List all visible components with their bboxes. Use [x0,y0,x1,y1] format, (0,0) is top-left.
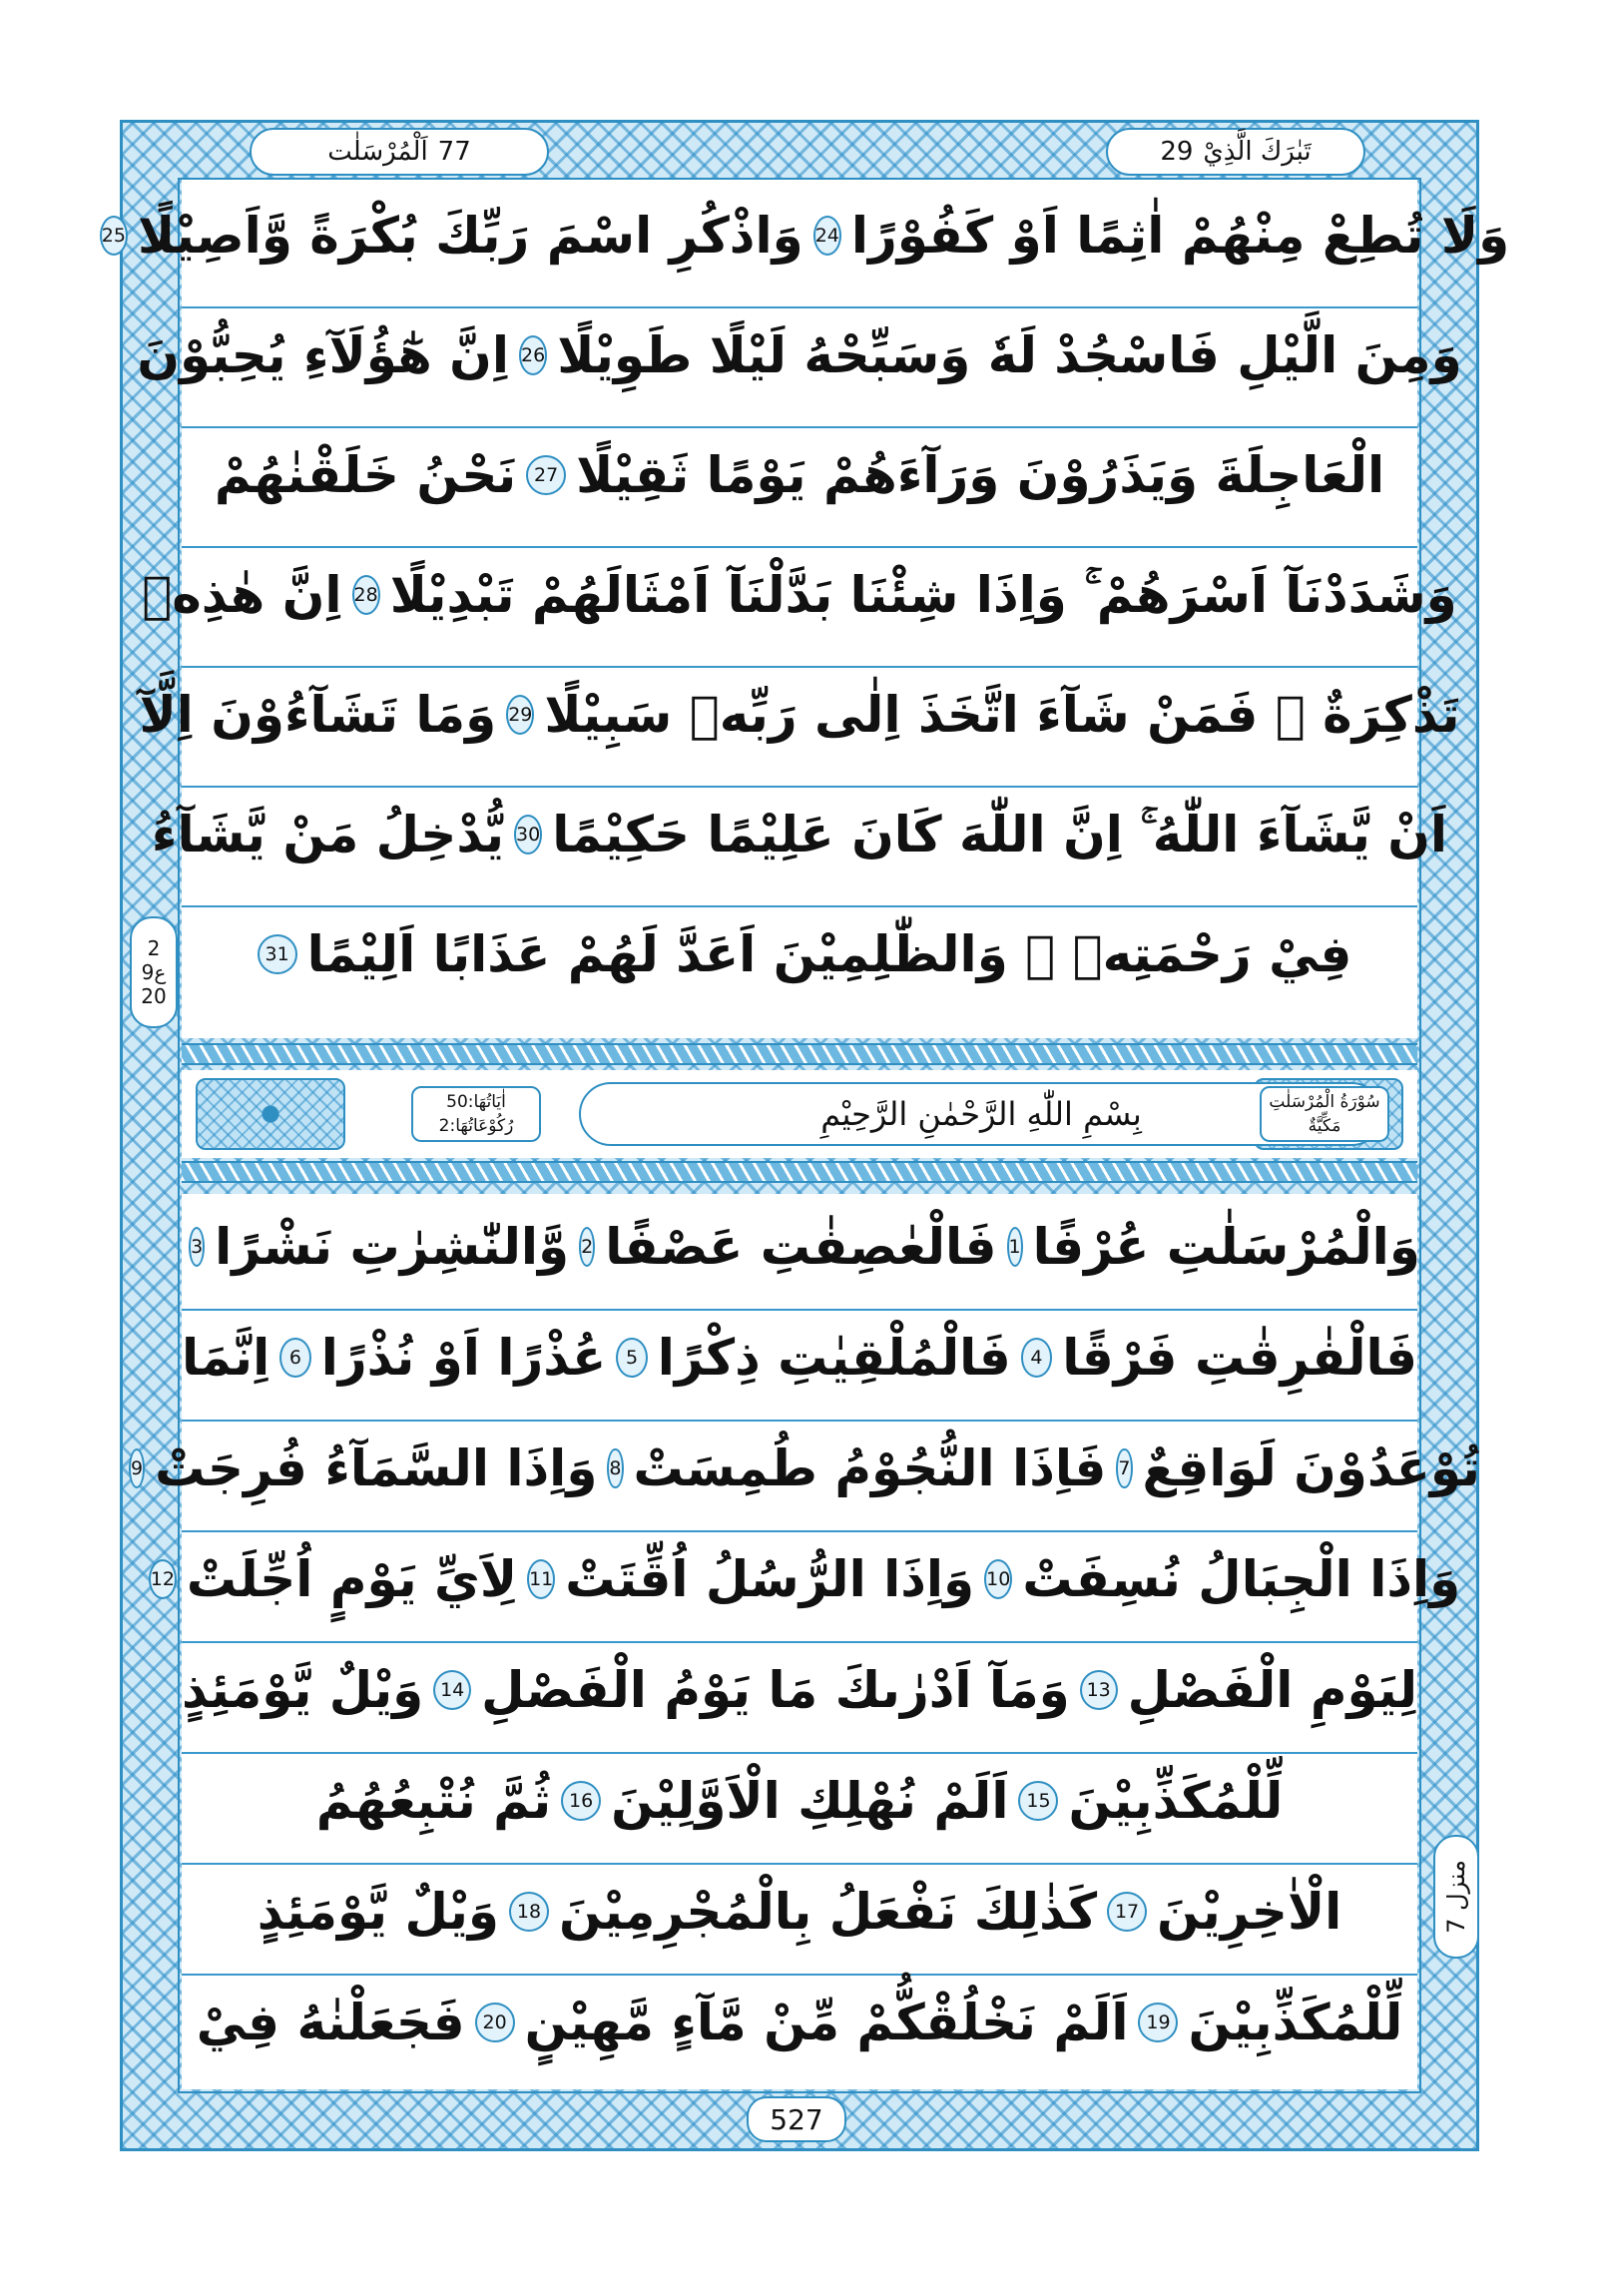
ayah-number-marker: 1 [1007,1227,1023,1267]
line-separator [182,1863,1417,1865]
line-separator [182,1420,1417,1422]
ruku-marker [130,916,178,1028]
surah-name-box [1260,1086,1389,1142]
verse-text: لِيَوْمِ الْفَصْلِ [1127,1661,1417,1719]
line-separator [182,666,1417,668]
ayah-number-marker: 14 [433,1670,471,1710]
surah-header [182,1070,1417,1158]
page-number-value: 527 [770,2102,823,2136]
verse-text: تَذْكِرَةٌ ۚ فَمَنْ شَآءَ اتَّخَذَ اِلٰى رَبِّهٖ سَبِيْلًا [544,686,1460,744]
header-surah-tab [250,128,549,176]
verse-line [139,669,1460,761]
ayah-number-marker: 12 [149,1559,177,1599]
verse-text: لِّلْمُكَذِّبِيْنَ [1068,1772,1284,1830]
ayah-number-marker: 3 [189,1227,205,1267]
verse-line [151,789,1448,880]
ayat-count-label: اٰيَاتُهَا:50 [446,1092,506,1112]
verse-text: اَلَمْ نَخْلُقْكُّمْ مِّنْ مَّآءٍ مَّهِيْنٍ [524,1994,1129,2051]
verse-text: اَنْ يَّشَآءَ اللّٰهُ ۚ اِنَّ اللّٰهَ كَانَ عَلِيْمًا حَكِيْمًا [552,805,1448,863]
ayah-number-marker: 2 [579,1227,595,1267]
verse-text: الْعَاجِلَةَ وَيَذَرُوْنَ وَرَآءَهُمْ يَوْمًا ثَقِيْلًا [576,446,1385,504]
ruku-count-label: رُكُوْعَاتُهَا:2 [438,1116,514,1136]
ayah-number-marker: 6 [279,1338,310,1378]
verse-text: فَجَعَلْنٰهُ فِيْ [196,1994,465,2051]
verse-text: فَالْفٰرِقٰتِ فَرْقًا [1062,1329,1417,1387]
verse-text: وَاِذَا الْجِبَالُ نُسِفَتْ [1022,1550,1461,1608]
verse-line [142,549,1457,641]
verse-line [182,429,1417,521]
ayah-number-marker: 13 [1080,1670,1118,1710]
verse-text: وَاِذَا السَّمَآءُ فُرِجَتْ [155,1439,598,1497]
verse-text: وَاِذَا الرُّسُلُ اُقِّتَتْ [565,1550,975,1608]
verse-text: اِنَّ هٰذِهٖ [142,566,342,624]
verse-text: وَّالنّٰشِرٰتِ نَشْرًا [215,1218,570,1276]
verse-line [182,1977,1417,2068]
verse-text: لِّلْمُكَذِّبِيْنَ [1188,1994,1403,2051]
verse-line [182,1644,1417,1736]
ayah-number-marker: 19 [1138,2003,1178,2042]
verse-text: وَاذْكُرِ اسْمَ رَبِّكَ بُكْرَةً وَّاَصِيْلًا [137,207,803,265]
verse-line [150,1533,1461,1625]
verse-text: فَالْمُلْقِيٰتِ ذِكْرًا [657,1329,1011,1387]
verse-line [182,1755,1417,1847]
verse-text: وَالْمُرْسَلٰتِ عُرْفًا [1032,1218,1420,1276]
line-separator [182,1752,1417,1754]
verse-text: الْاٰخِرِيْنَ [1157,1883,1342,1941]
verse-line [182,908,1417,1000]
line-separator [182,1309,1417,1311]
ayah-number-marker: 9 [129,1448,145,1488]
line-separator [182,1530,1417,1532]
ayah-number-marker: 16 [561,1781,601,1821]
verse-line [137,309,1462,401]
verse-text: فِيْ رَحْمَتِهٖ ۚ وَالظّٰلِمِيْنَ اَعَدَّ لَهُمْ عَذَابًا اَلِيْمًا [306,925,1352,983]
ornament-band-bottom [182,1161,1417,1183]
ayah-number-marker: 25 [100,216,128,256]
verse-text: وَمَآ اَدْرٰىكَ مَا يَوْمُ الْفَصْلِ [481,1661,1070,1719]
verse-line [182,1201,1420,1293]
verse-text: اَلَمْ نُهْلِكِ الْاَوَّلِيْنَ [611,1772,1009,1830]
verse-text: وَمِنَ الَّيْلِ فَاسْجُدْ لَهٗ وَسَبِّحْهُ لَيْلًا طَوِيْلًا [557,326,1462,384]
verse-text: وَيْلٌ يَّوْمَئِذٍ [182,1661,424,1719]
header-para-number: 29 [1160,137,1194,167]
line-separator [182,306,1417,308]
verse-line [131,1423,1480,1514]
line-separator [182,426,1417,428]
ayah-number-marker: 5 [616,1338,647,1378]
verse-text: فَالْعٰصِفٰتِ عَصْفًا [605,1218,997,1276]
ruku-marker-top: 2 [147,936,161,960]
verse-text: اِنَّ هٰٓؤُلَآءِ يُحِبُّوْنَ [137,326,509,384]
line-separator [182,546,1417,548]
verse-text: لِاَيِّ يَوْمٍ اُجِّلَتْ [186,1550,518,1608]
verse-text: يُّدْخِلُ مَنْ يَّشَآءُ [151,806,504,863]
verse-text: اِنَّمَا [182,1329,270,1387]
ayah-number-marker: 31 [258,934,297,974]
ayah-number-marker: 11 [527,1559,555,1599]
line-separator [182,786,1417,788]
ayah-number-marker: 20 [475,2003,515,2042]
manzil-marker [1433,1835,1479,1959]
header-surah-name: اَلْمُرْسَلٰت [327,137,428,167]
verse-line [101,190,1510,282]
manzil-label: منزل 7 [1442,1860,1470,1934]
ayah-number-marker: 28 [352,575,380,615]
ayah-number-marker: 26 [519,335,547,375]
header-para-tab [1106,128,1365,176]
ayah-number-marker: 29 [506,695,534,735]
header-surah-number: 77 [437,137,471,167]
surah-stats-box [411,1086,541,1142]
ruku-marker-mid: ع9 [141,960,167,984]
ayah-number-marker: 30 [514,815,542,855]
ruku-marker-bottom: 20 [141,984,167,1008]
surah-name-line2: مَكِّيَّةٌ [1308,1116,1341,1136]
ayah-number-marker: 7 [1116,1448,1132,1488]
verse-text: فَاِذَا النُّجُوْمُ طُمِسَتْ [633,1439,1107,1497]
ornament-left [196,1078,345,1150]
verse-text: نَحْنُ خَلَقْنٰهُمْ [214,446,517,504]
ayah-number-marker: 8 [607,1448,623,1488]
verse-line [182,1312,1417,1404]
ayah-number-marker: 17 [1107,1892,1147,1932]
ayah-number-marker: 24 [813,216,841,256]
line-separator [182,1974,1417,1976]
ayah-number-marker: 15 [1018,1781,1058,1821]
ayah-number-marker: 27 [526,455,566,495]
surah-name-line1: سُوْرَةُ الْمُرْسَلٰتِ [1269,1092,1380,1112]
line-separator [182,1641,1417,1643]
ornament-band-top [182,1043,1417,1065]
verse-text: عُذْرًا اَوْ نُذْرًا [320,1329,607,1387]
ayah-number-marker: 4 [1021,1338,1052,1378]
header-para-name: تَبٰرَكَ الَّذِيْ [1203,137,1312,167]
bismillah-text: بِسْمِ اللّٰهِ الرَّحْمٰنِ الرَّحِيْمِ [820,1095,1142,1133]
ayah-number-marker: 18 [509,1892,549,1932]
verse-text: وَيْلٌ يَّوْمَئِذٍ [257,1883,499,1941]
verse-text: وَلَا تُطِعْ مِنْهُمْ اٰثِمًا اَوْ كَفُوْرًا [850,207,1510,265]
ayah-number-marker: 10 [984,1559,1012,1599]
verse-text: وَشَدَدْنَآ اَسْرَهُمْ ۚ وَاِذَا شِئْنَا بَدَّلْنَآ اَمْثَالَهُمْ تَبْدِيْلًا [389,565,1457,624]
verse-line [182,1866,1417,1958]
line-separator [182,905,1417,907]
verse-text: وَمَا تَشَآءُوْنَ اِلَّآ [139,686,497,744]
verse-text: تُوْعَدُوْنَ لَوَاقِعٌ [1142,1439,1480,1497]
verse-text: ثُمَّ نُتْبِعُهُمُ [315,1772,552,1830]
page-number [747,2096,846,2142]
verse-text: كَذٰلِكَ نَفْعَلُ بِالْمُجْرِمِيْنَ [558,1883,1098,1941]
